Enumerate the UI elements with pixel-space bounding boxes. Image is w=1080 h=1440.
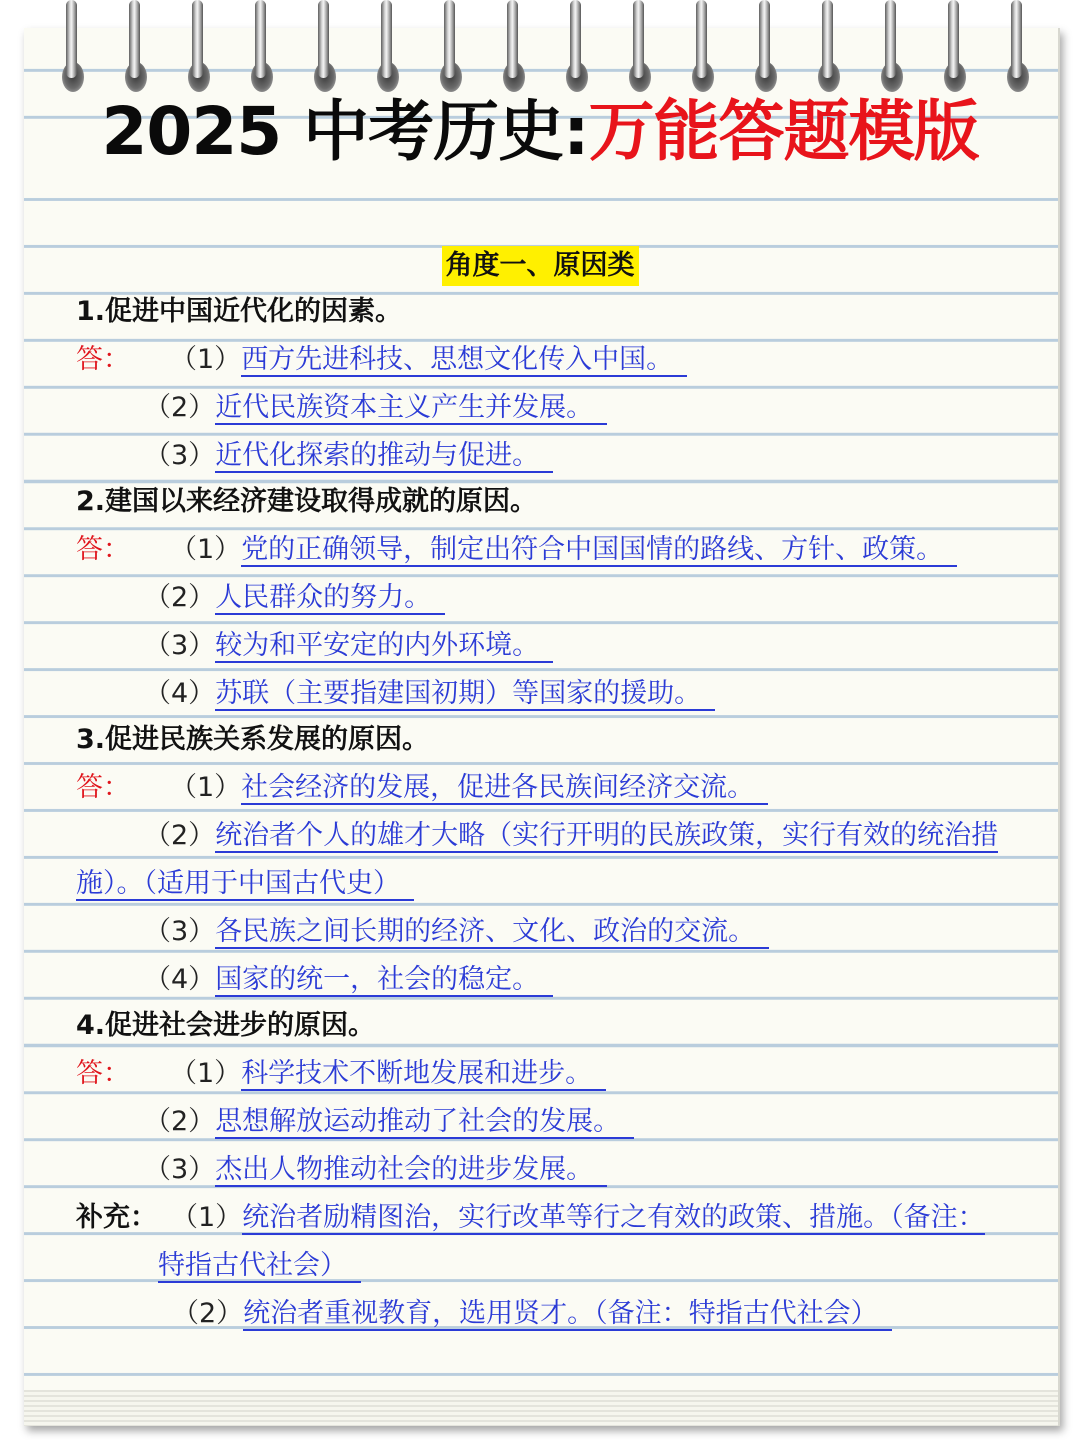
answer-3-item-2-continued: 施）。（适用于中国古代史） <box>76 864 414 904</box>
answer-label: 答： <box>76 344 130 375</box>
answer-3-item-4: （4）国家的统一，社会的稳定。 <box>144 960 553 1000</box>
binding-ring <box>123 0 149 100</box>
page-stack-edge <box>24 1390 1058 1426</box>
answer-2-item-2: （2）人民群众的努力。 <box>144 578 445 618</box>
binding-ring <box>1005 0 1031 100</box>
binding-ring <box>375 0 401 100</box>
binding-ring <box>501 0 527 100</box>
question-4-heading: 4.促进社会进步的原因。 <box>76 1010 376 1041</box>
binding-ring <box>690 0 716 100</box>
title-highlight: 万能答题模版 <box>588 93 979 170</box>
binding-ring <box>60 0 86 100</box>
answer-label: 答： <box>76 1058 130 1089</box>
answer-2-item-3: （3）较为和平安定的内外环境。 <box>144 626 553 666</box>
supplement-label: 补充： <box>76 1202 157 1233</box>
question-2-heading: 2.建国以来经济建设取得成就的原因。 <box>76 486 538 517</box>
answer-label: 答： <box>76 772 130 803</box>
binding-ring <box>942 0 968 100</box>
binding-ring <box>753 0 779 100</box>
answer-label: 答： <box>76 534 130 565</box>
answer-3-item-2: （2）统治者个人的雄才大略（实行开明的民族政策，实行有效的统治措 <box>144 820 999 851</box>
supplement-item-2: （2）统治者重视教育，选用贤才。（备注：特指古代社会） <box>172 1294 892 1334</box>
binding-ring <box>249 0 275 100</box>
binding-ring <box>564 0 590 100</box>
binding-ring <box>312 0 338 100</box>
binding-ring <box>627 0 653 100</box>
section-heading <box>0 246 1080 286</box>
supplement-item-1-continued: 特指古代社会） <box>158 1246 361 1286</box>
question-1-heading: 1.促进中国近代化的因素。 <box>76 296 403 327</box>
binding-ring <box>879 0 905 100</box>
supplement-item-1: 补充： （1）统治者励精图治，实行改革等行之有效的政策、措施。（备注： <box>76 1202 985 1233</box>
page-title <box>0 92 1080 172</box>
binding-ring <box>186 0 212 100</box>
answer-1-item-1: 答： （1）西方先进科技、思想文化传入中国。 <box>76 340 687 380</box>
answer-3-item-3: （3）各民族之间长期的经济、文化、政治的交流。 <box>144 912 769 952</box>
binding-ring <box>438 0 464 100</box>
section-heading-label: 角度一、原因类 <box>442 246 639 286</box>
answer-1-item-2: （2）近代民族资本主义产生并发展。 <box>144 388 607 428</box>
answer-3-item-1: 答： （1）社会经济的发展，促进各民族间经济交流。 <box>76 768 768 808</box>
answer-1-item-3: （3）近代化探索的推动与促进。 <box>144 436 553 476</box>
question-3-heading: 3.促进民族关系发展的原因。 <box>76 724 430 755</box>
answer-4-item-1: 答： （1）科学技术不断地发展和进步。 <box>76 1054 606 1094</box>
answer-4-item-3: （3）杰出人物推动社会的进步发展。 <box>144 1150 607 1190</box>
answer-4-item-2: （2）思想解放运动推动了社会的发展。 <box>144 1102 634 1142</box>
answer-2-item-1: 答： （1）党的正确领导，制定出符合中国国情的路线、方针、政策。 <box>76 530 957 570</box>
title-year-subject: 2025 中考历史: <box>101 93 589 170</box>
answer-2-item-4: （4）苏联（主要指建国初期）等国家的援助。 <box>144 674 715 714</box>
binding-ring <box>816 0 842 100</box>
